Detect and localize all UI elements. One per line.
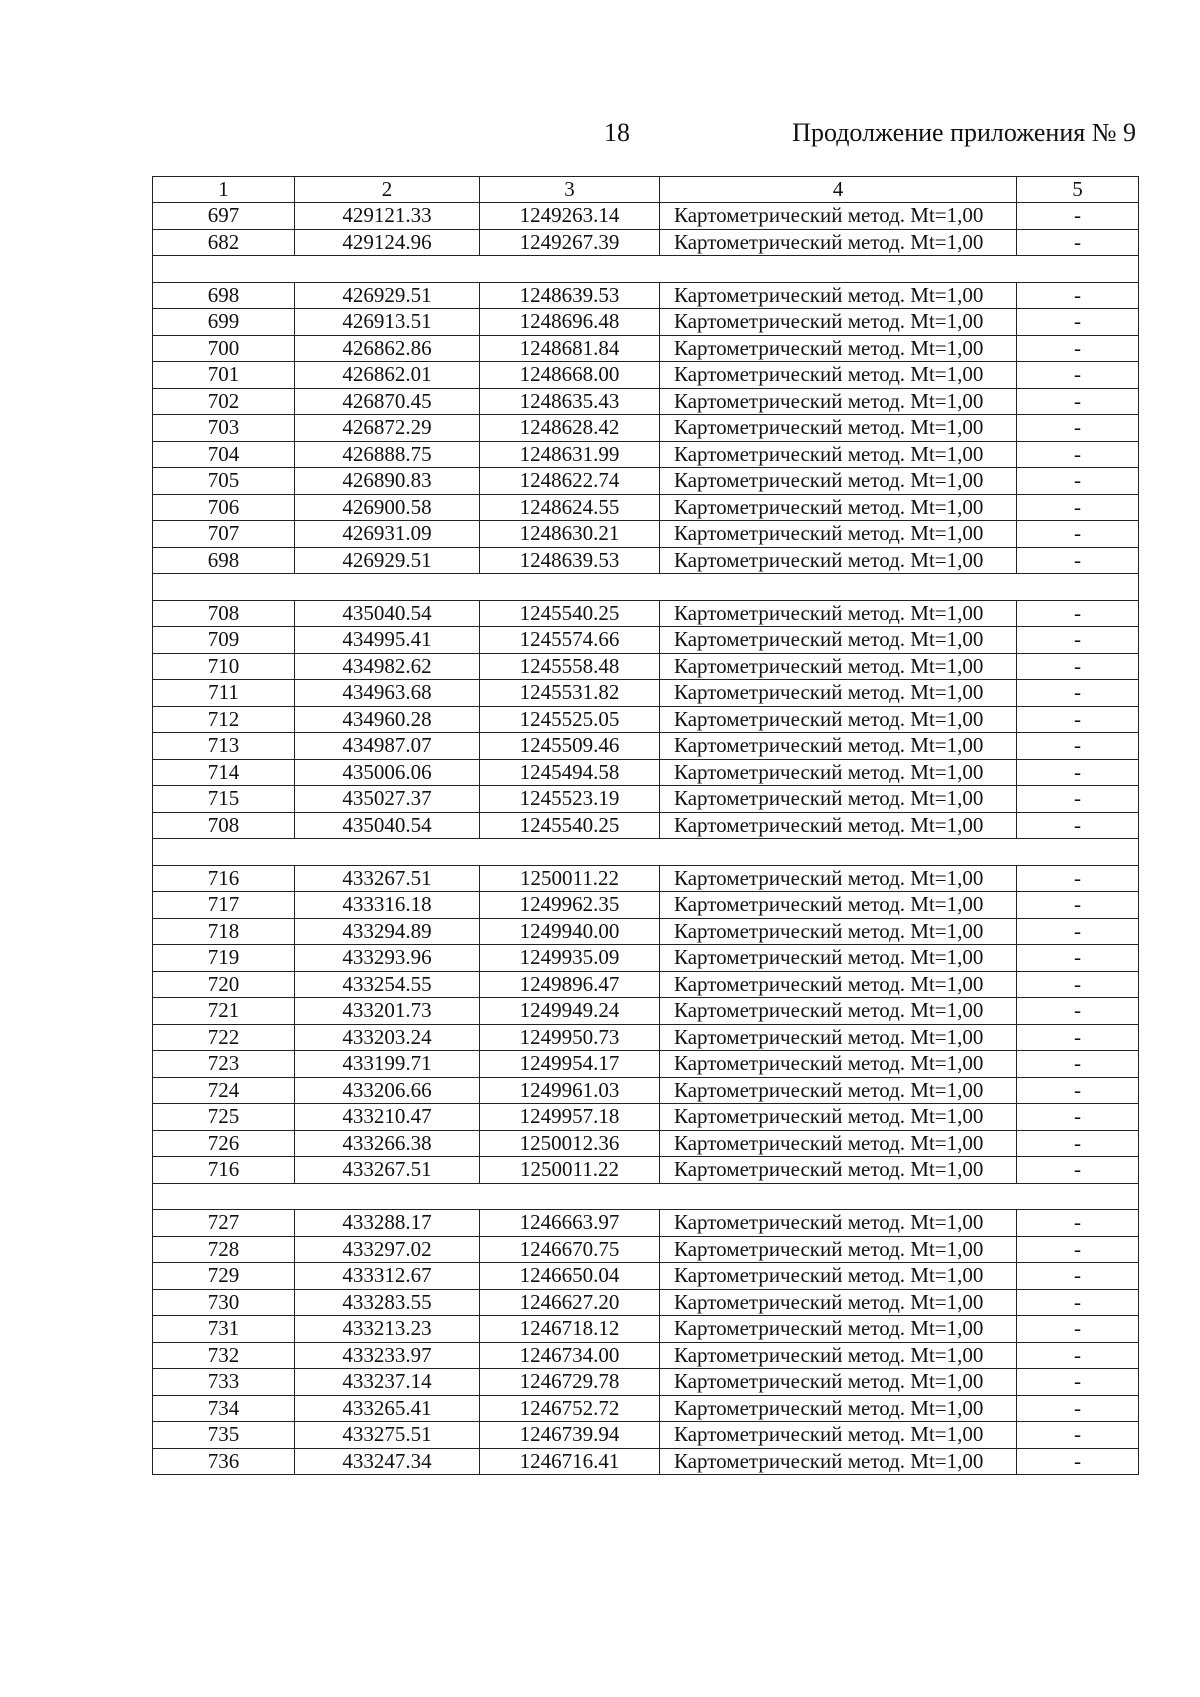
table-row — [153, 786, 1139, 813]
accuracy-cell: - — [1017, 282, 1139, 309]
accuracy-cell: - — [1017, 335, 1139, 362]
point-number-cell: 708 — [153, 812, 295, 839]
accuracy-cell: - — [1017, 1448, 1139, 1475]
method-cell: Картометрический метод. Mt=1,00 — [660, 468, 1017, 495]
x-coordinate-cell: 433210.47 — [295, 1104, 480, 1131]
y-coordinate-cell: 1248639.53 — [480, 282, 660, 309]
accuracy-cell: - — [1017, 680, 1139, 707]
method-cell: Картометрический метод. Mt=1,00 — [660, 1448, 1017, 1475]
point-number-cell: 705 — [153, 468, 295, 495]
y-coordinate-cell: 1246752.72 — [480, 1395, 660, 1422]
point-number-cell: 707 — [153, 521, 295, 548]
method-cell: Картометрический метод. Mt=1,00 — [660, 203, 1017, 230]
table-row — [153, 1342, 1139, 1369]
point-number-cell: 732 — [153, 1342, 295, 1369]
y-coordinate-cell: 1249957.18 — [480, 1104, 660, 1131]
y-coordinate-cell: 1249962.35 — [480, 892, 660, 919]
method-cell: Картометрический метод. Mt=1,00 — [660, 971, 1017, 998]
point-number-cell: 716 — [153, 1157, 295, 1184]
x-coordinate-cell: 426900.58 — [295, 494, 480, 521]
method-cell: Картометрический метод. Mt=1,00 — [660, 786, 1017, 813]
x-coordinate-cell: 433293.96 — [295, 945, 480, 972]
table-row — [153, 494, 1139, 521]
accuracy-cell: - — [1017, 1157, 1139, 1184]
x-coordinate-cell: 433294.89 — [295, 918, 480, 945]
method-cell: Картометрический метод. Mt=1,00 — [660, 229, 1017, 256]
accuracy-cell: - — [1017, 1395, 1139, 1422]
y-coordinate-cell: 1245525.05 — [480, 706, 660, 733]
table-row — [153, 1289, 1139, 1316]
y-coordinate-cell: 1246627.20 — [480, 1289, 660, 1316]
table-row — [153, 1316, 1139, 1343]
method-cell: Картометрический метод. Mt=1,00 — [660, 1130, 1017, 1157]
accuracy-cell: - — [1017, 415, 1139, 442]
x-coordinate-cell: 433267.51 — [295, 1157, 480, 1184]
method-cell: Картометрический метод. Mt=1,00 — [660, 1369, 1017, 1396]
y-coordinate-cell: 1249954.17 — [480, 1051, 660, 1078]
x-coordinate-cell: 434960.28 — [295, 706, 480, 733]
x-coordinate-cell: 433213.23 — [295, 1316, 480, 1343]
accuracy-cell: - — [1017, 1369, 1139, 1396]
x-coordinate-cell: 429124.96 — [295, 229, 480, 256]
y-coordinate-cell: 1246729.78 — [480, 1369, 660, 1396]
point-number-cell: 734 — [153, 1395, 295, 1422]
group-separator-cell — [153, 574, 1139, 601]
table-row — [153, 998, 1139, 1025]
y-coordinate-cell: 1249940.00 — [480, 918, 660, 945]
method-cell: Картометрический метод. Mt=1,00 — [660, 892, 1017, 919]
table-row — [153, 759, 1139, 786]
table-row — [153, 282, 1139, 309]
method-cell: Картометрический метод. Mt=1,00 — [660, 1289, 1017, 1316]
method-cell: Картометрический метод. Mt=1,00 — [660, 1024, 1017, 1051]
method-cell: Картометрический метод. Mt=1,00 — [660, 1051, 1017, 1078]
y-coordinate-cell: 1249896.47 — [480, 971, 660, 998]
accuracy-cell: - — [1017, 309, 1139, 336]
method-cell: Картометрический метод. Mt=1,00 — [660, 998, 1017, 1025]
accuracy-cell: - — [1017, 600, 1139, 627]
x-coordinate-cell: 426888.75 — [295, 441, 480, 468]
y-coordinate-cell: 1245558.48 — [480, 653, 660, 680]
table-row — [153, 547, 1139, 574]
point-number-cell: 701 — [153, 362, 295, 389]
table-row — [153, 309, 1139, 336]
accuracy-cell: - — [1017, 441, 1139, 468]
group-separator-row — [153, 574, 1139, 601]
method-cell: Картометрический метод. Mt=1,00 — [660, 441, 1017, 468]
point-number-cell: 725 — [153, 1104, 295, 1131]
page-title: Продолжение приложения № 9 — [792, 118, 1136, 147]
accuracy-cell: - — [1017, 786, 1139, 813]
accuracy-cell: - — [1017, 388, 1139, 415]
y-coordinate-cell: 1246718.12 — [480, 1316, 660, 1343]
point-number-cell: 704 — [153, 441, 295, 468]
accuracy-cell: - — [1017, 229, 1139, 256]
table-row — [153, 733, 1139, 760]
point-number-cell: 726 — [153, 1130, 295, 1157]
method-cell: Картометрический метод. Mt=1,00 — [660, 865, 1017, 892]
table-header-row — [153, 177, 1139, 203]
method-cell: Картометрический метод. Mt=1,00 — [660, 1316, 1017, 1343]
method-cell: Картометрический метод. Mt=1,00 — [660, 945, 1017, 972]
page-number: 18 — [604, 118, 630, 147]
method-cell: Картометрический метод. Mt=1,00 — [660, 1422, 1017, 1449]
x-coordinate-cell: 433283.55 — [295, 1289, 480, 1316]
y-coordinate-cell: 1248696.48 — [480, 309, 660, 336]
table-row — [153, 1210, 1139, 1237]
x-coordinate-cell: 433297.02 — [295, 1236, 480, 1263]
method-cell: Картометрический метод. Mt=1,00 — [660, 282, 1017, 309]
y-coordinate-cell: 1246716.41 — [480, 1448, 660, 1475]
y-coordinate-cell: 1246734.00 — [480, 1342, 660, 1369]
x-coordinate-cell: 433201.73 — [295, 998, 480, 1025]
point-number-cell: 702 — [153, 388, 295, 415]
table-row — [153, 1422, 1139, 1449]
y-coordinate-cell: 1245509.46 — [480, 733, 660, 760]
y-coordinate-cell: 1248630.21 — [480, 521, 660, 548]
page-header — [0, 112, 1200, 152]
y-coordinate-cell: 1246663.97 — [480, 1210, 660, 1237]
table-row — [153, 653, 1139, 680]
accuracy-cell: - — [1017, 1263, 1139, 1290]
method-cell: Картометрический метод. Mt=1,00 — [660, 1395, 1017, 1422]
table-row — [153, 706, 1139, 733]
x-coordinate-cell: 433275.51 — [295, 1422, 480, 1449]
x-coordinate-cell: 435006.06 — [295, 759, 480, 786]
table-row — [153, 680, 1139, 707]
method-cell: Картометрический метод. Mt=1,00 — [660, 521, 1017, 548]
x-coordinate-cell: 433206.66 — [295, 1077, 480, 1104]
point-number-cell: 712 — [153, 706, 295, 733]
table-row — [153, 1448, 1139, 1475]
y-coordinate-cell: 1248628.42 — [480, 415, 660, 442]
point-number-cell: 719 — [153, 945, 295, 972]
accuracy-cell: - — [1017, 1077, 1139, 1104]
x-coordinate-cell: 434982.62 — [295, 653, 480, 680]
y-coordinate-cell: 1249949.24 — [480, 998, 660, 1025]
point-number-cell: 724 — [153, 1077, 295, 1104]
y-coordinate-cell: 1245540.25 — [480, 812, 660, 839]
x-coordinate-cell: 433288.17 — [295, 1210, 480, 1237]
table-row — [153, 627, 1139, 654]
method-cell: Картометрический метод. Mt=1,00 — [660, 362, 1017, 389]
table-row — [153, 1263, 1139, 1290]
y-coordinate-cell: 1246739.94 — [480, 1422, 660, 1449]
method-cell: Картометрический метод. Mt=1,00 — [660, 706, 1017, 733]
y-coordinate-cell: 1246650.04 — [480, 1263, 660, 1290]
y-coordinate-cell: 1249263.14 — [480, 203, 660, 230]
point-number-cell: 736 — [153, 1448, 295, 1475]
x-coordinate-cell: 434963.68 — [295, 680, 480, 707]
x-coordinate-cell: 433312.67 — [295, 1263, 480, 1290]
accuracy-cell: - — [1017, 945, 1139, 972]
table-row — [153, 388, 1139, 415]
x-coordinate-cell: 434987.07 — [295, 733, 480, 760]
y-coordinate-cell: 1249935.09 — [480, 945, 660, 972]
method-cell: Картометрический метод. Mt=1,00 — [660, 1342, 1017, 1369]
point-number-cell: 731 — [153, 1316, 295, 1343]
point-number-cell: 706 — [153, 494, 295, 521]
method-cell: Картометрический метод. Mt=1,00 — [660, 388, 1017, 415]
method-cell: Картометрический метод. Mt=1,00 — [660, 335, 1017, 362]
y-coordinate-cell: 1248635.43 — [480, 388, 660, 415]
table-row — [153, 521, 1139, 548]
x-coordinate-cell: 426870.45 — [295, 388, 480, 415]
point-number-cell: 729 — [153, 1263, 295, 1290]
accuracy-cell: - — [1017, 1236, 1139, 1263]
method-cell: Картометрический метод. Mt=1,00 — [660, 1157, 1017, 1184]
method-cell: Картометрический метод. Mt=1,00 — [660, 680, 1017, 707]
method-cell: Картометрический метод. Mt=1,00 — [660, 733, 1017, 760]
x-coordinate-cell: 429121.33 — [295, 203, 480, 230]
x-coordinate-cell: 426929.51 — [295, 547, 480, 574]
method-cell: Картометрический метод. Mt=1,00 — [660, 627, 1017, 654]
point-number-cell: 711 — [153, 680, 295, 707]
y-coordinate-cell: 1249950.73 — [480, 1024, 660, 1051]
method-cell: Картометрический метод. Mt=1,00 — [660, 494, 1017, 521]
point-number-cell: 698 — [153, 282, 295, 309]
point-number-cell: 698 — [153, 547, 295, 574]
x-coordinate-cell: 426862.01 — [295, 362, 480, 389]
method-cell: Картометрический метод. Mt=1,00 — [660, 1104, 1017, 1131]
column-header: 1 — [153, 177, 295, 203]
x-coordinate-cell: 433233.97 — [295, 1342, 480, 1369]
y-coordinate-cell: 1246670.75 — [480, 1236, 660, 1263]
point-number-cell: 713 — [153, 733, 295, 760]
table-row — [153, 1051, 1139, 1078]
column-header: 2 — [295, 177, 480, 203]
x-coordinate-cell: 426862.86 — [295, 335, 480, 362]
point-number-cell: 703 — [153, 415, 295, 442]
column-header: 4 — [660, 177, 1017, 203]
method-cell: Картометрический метод. Mt=1,00 — [660, 415, 1017, 442]
group-separator-cell — [153, 839, 1139, 866]
table-row — [153, 415, 1139, 442]
x-coordinate-cell: 426913.51 — [295, 309, 480, 336]
method-cell: Картометрический метод. Mt=1,00 — [660, 309, 1017, 336]
method-cell: Картометрический метод. Mt=1,00 — [660, 1077, 1017, 1104]
y-coordinate-cell: 1248681.84 — [480, 335, 660, 362]
method-cell: Картометрический метод. Mt=1,00 — [660, 759, 1017, 786]
table-row — [153, 971, 1139, 998]
x-coordinate-cell: 433265.41 — [295, 1395, 480, 1422]
accuracy-cell: - — [1017, 203, 1139, 230]
method-cell: Картометрический метод. Mt=1,00 — [660, 1210, 1017, 1237]
column-header: 3 — [480, 177, 660, 203]
table-row — [153, 892, 1139, 919]
y-coordinate-cell: 1248639.53 — [480, 547, 660, 574]
accuracy-cell: - — [1017, 998, 1139, 1025]
accuracy-cell: - — [1017, 971, 1139, 998]
point-number-cell: 710 — [153, 653, 295, 680]
accuracy-cell: - — [1017, 653, 1139, 680]
x-coordinate-cell: 426931.09 — [295, 521, 480, 548]
column-header: 5 — [1017, 177, 1139, 203]
coordinates-table — [152, 176, 1139, 1475]
method-cell: Картометрический метод. Mt=1,00 — [660, 547, 1017, 574]
table-row — [153, 865, 1139, 892]
table-row — [153, 600, 1139, 627]
point-number-cell: 727 — [153, 1210, 295, 1237]
y-coordinate-cell: 1250011.22 — [480, 865, 660, 892]
accuracy-cell: - — [1017, 494, 1139, 521]
x-coordinate-cell: 426872.29 — [295, 415, 480, 442]
point-number-cell: 733 — [153, 1369, 295, 1396]
accuracy-cell: - — [1017, 1316, 1139, 1343]
accuracy-cell: - — [1017, 812, 1139, 839]
accuracy-cell: - — [1017, 706, 1139, 733]
table-row — [153, 1024, 1139, 1051]
y-coordinate-cell: 1248622.74 — [480, 468, 660, 495]
accuracy-cell: - — [1017, 362, 1139, 389]
accuracy-cell: - — [1017, 627, 1139, 654]
group-separator-cell — [153, 1183, 1139, 1210]
accuracy-cell: - — [1017, 1024, 1139, 1051]
table-row — [153, 1157, 1139, 1184]
x-coordinate-cell: 433267.51 — [295, 865, 480, 892]
method-cell: Картометрический метод. Mt=1,00 — [660, 653, 1017, 680]
table-row — [153, 1104, 1139, 1131]
point-number-cell: 682 — [153, 229, 295, 256]
table-row — [153, 335, 1139, 362]
method-cell: Картометрический метод. Mt=1,00 — [660, 812, 1017, 839]
table-row — [153, 918, 1139, 945]
table-row — [153, 1369, 1139, 1396]
y-coordinate-cell: 1248631.99 — [480, 441, 660, 468]
x-coordinate-cell: 426929.51 — [295, 282, 480, 309]
point-number-cell: 714 — [153, 759, 295, 786]
group-separator-cell — [153, 256, 1139, 283]
point-number-cell: 716 — [153, 865, 295, 892]
group-separator-row — [153, 839, 1139, 866]
x-coordinate-cell: 426890.83 — [295, 468, 480, 495]
point-number-cell: 723 — [153, 1051, 295, 1078]
table-row — [153, 468, 1139, 495]
table-row — [153, 945, 1139, 972]
point-number-cell: 697 — [153, 203, 295, 230]
x-coordinate-cell: 434995.41 — [295, 627, 480, 654]
method-cell: Картометрический метод. Mt=1,00 — [660, 918, 1017, 945]
x-coordinate-cell: 433199.71 — [295, 1051, 480, 1078]
accuracy-cell: - — [1017, 1130, 1139, 1157]
point-number-cell: 728 — [153, 1236, 295, 1263]
accuracy-cell: - — [1017, 759, 1139, 786]
y-coordinate-cell: 1248624.55 — [480, 494, 660, 521]
accuracy-cell: - — [1017, 1422, 1139, 1449]
y-coordinate-cell: 1245574.66 — [480, 627, 660, 654]
group-separator-row — [153, 256, 1139, 283]
point-number-cell: 721 — [153, 998, 295, 1025]
y-coordinate-cell: 1245494.58 — [480, 759, 660, 786]
accuracy-cell: - — [1017, 1104, 1139, 1131]
point-number-cell: 718 — [153, 918, 295, 945]
y-coordinate-cell: 1245523.19 — [480, 786, 660, 813]
accuracy-cell: - — [1017, 1342, 1139, 1369]
point-number-cell: 700 — [153, 335, 295, 362]
x-coordinate-cell: 433203.24 — [295, 1024, 480, 1051]
accuracy-cell: - — [1017, 1289, 1139, 1316]
point-number-cell: 708 — [153, 600, 295, 627]
y-coordinate-cell: 1245540.25 — [480, 600, 660, 627]
method-cell: Картометрический метод. Mt=1,00 — [660, 1236, 1017, 1263]
point-number-cell: 730 — [153, 1289, 295, 1316]
x-coordinate-cell: 435027.37 — [295, 786, 480, 813]
y-coordinate-cell: 1245531.82 — [480, 680, 660, 707]
x-coordinate-cell: 433266.38 — [295, 1130, 480, 1157]
point-number-cell: 709 — [153, 627, 295, 654]
point-number-cell: 699 — [153, 309, 295, 336]
x-coordinate-cell: 433254.55 — [295, 971, 480, 998]
accuracy-cell: - — [1017, 521, 1139, 548]
y-coordinate-cell: 1248668.00 — [480, 362, 660, 389]
point-number-cell: 735 — [153, 1422, 295, 1449]
point-number-cell: 720 — [153, 971, 295, 998]
table-row — [153, 203, 1139, 230]
x-coordinate-cell: 433237.14 — [295, 1369, 480, 1396]
table-row — [153, 441, 1139, 468]
y-coordinate-cell: 1250012.36 — [480, 1130, 660, 1157]
accuracy-cell: - — [1017, 918, 1139, 945]
coordinates-table-body — [153, 177, 1139, 1475]
point-number-cell: 717 — [153, 892, 295, 919]
table-row — [153, 1130, 1139, 1157]
y-coordinate-cell: 1250011.22 — [480, 1157, 660, 1184]
y-coordinate-cell: 1249267.39 — [480, 229, 660, 256]
method-cell: Картометрический метод. Mt=1,00 — [660, 1263, 1017, 1290]
group-separator-row — [153, 1183, 1139, 1210]
accuracy-cell: - — [1017, 468, 1139, 495]
y-coordinate-cell: 1249961.03 — [480, 1077, 660, 1104]
point-number-cell: 715 — [153, 786, 295, 813]
accuracy-cell: - — [1017, 733, 1139, 760]
accuracy-cell: - — [1017, 1210, 1139, 1237]
accuracy-cell: - — [1017, 547, 1139, 574]
x-coordinate-cell: 435040.54 — [295, 600, 480, 627]
x-coordinate-cell: 433316.18 — [295, 892, 480, 919]
accuracy-cell: - — [1017, 865, 1139, 892]
table-row — [153, 1236, 1139, 1263]
table-row — [153, 362, 1139, 389]
table-row — [153, 812, 1139, 839]
x-coordinate-cell: 433247.34 — [295, 1448, 480, 1475]
method-cell: Картометрический метод. Mt=1,00 — [660, 600, 1017, 627]
table-row — [153, 1395, 1139, 1422]
table-row — [153, 229, 1139, 256]
accuracy-cell: - — [1017, 1051, 1139, 1078]
accuracy-cell: - — [1017, 892, 1139, 919]
point-number-cell: 722 — [153, 1024, 295, 1051]
x-coordinate-cell: 435040.54 — [295, 812, 480, 839]
table-row — [153, 1077, 1139, 1104]
